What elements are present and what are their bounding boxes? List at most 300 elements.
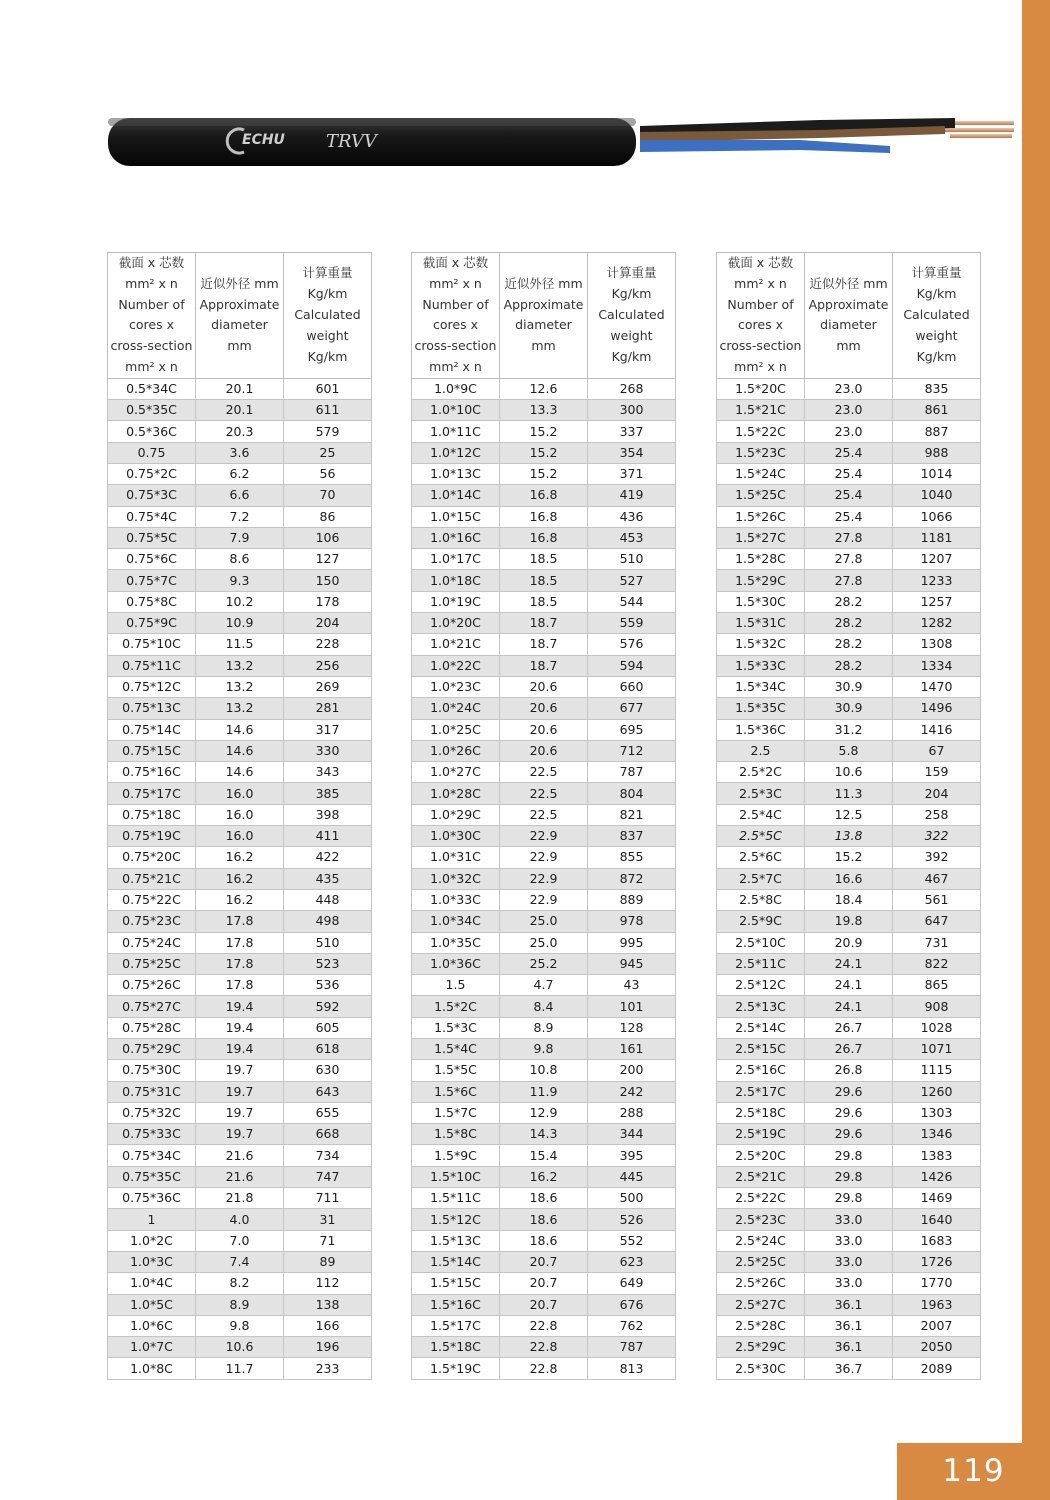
table-row [717, 1081, 981, 1102]
cell-cross-section: 1.5*5C [412, 1060, 500, 1081]
cell-weight: 1496 [893, 698, 981, 719]
cell-cross-section: 1.0*9C [412, 378, 500, 399]
table-row [108, 1273, 372, 1294]
table-row [717, 655, 981, 676]
cell-weight: 649 [588, 1273, 676, 1294]
cell-weight: 1469 [893, 1188, 981, 1209]
cell-cross-section: 1.5*35C [717, 698, 805, 719]
cell-diameter: 16.0 [196, 783, 284, 804]
table-row [108, 1294, 372, 1315]
cell-weight: 995 [588, 932, 676, 953]
cell-cross-section: 0.75*26C [108, 975, 196, 996]
table-row [108, 442, 372, 463]
header-line: cores x [738, 317, 783, 333]
table-row [717, 421, 981, 442]
cell-weight: 1346 [893, 1124, 981, 1145]
cell-weight: 178 [284, 591, 372, 612]
table-row [412, 378, 676, 399]
cell-cross-section: 1.5*21C [717, 400, 805, 421]
cell-diameter: 20.6 [500, 740, 588, 761]
cell-weight: 1071 [893, 1038, 981, 1059]
header-line: 计算重量 [911, 265, 962, 281]
cell-cross-section: 2.5*14C [717, 1017, 805, 1038]
cell-diameter: 16.8 [500, 527, 588, 548]
cell-diameter: 9.8 [500, 1038, 588, 1059]
cell-cross-section: 2.5*18C [717, 1102, 805, 1123]
cell-diameter: 15.2 [500, 421, 588, 442]
cell-cross-section: 1.0*27C [412, 762, 500, 783]
table-row [717, 570, 981, 591]
cell-weight: 676 [588, 1294, 676, 1315]
table-row [108, 953, 372, 974]
cell-weight: 835 [893, 378, 981, 399]
cell-diameter: 20.6 [500, 698, 588, 719]
cell-cross-section: 1.0*26C [412, 740, 500, 761]
cell-weight: 523 [284, 953, 372, 974]
table-row [108, 996, 372, 1017]
cell-weight: 67 [893, 740, 981, 761]
table-row [108, 570, 372, 591]
cell-weight: 677 [588, 698, 676, 719]
table-row [412, 1337, 676, 1358]
table-row [412, 1145, 676, 1166]
table-row [108, 1166, 372, 1187]
cell-diameter: 18.5 [500, 591, 588, 612]
cell-weight: 861 [893, 400, 981, 421]
cell-weight: 1416 [893, 719, 981, 740]
cell-cross-section: 0.75*6C [108, 549, 196, 570]
table-row [108, 911, 372, 932]
cell-diameter: 22.9 [500, 889, 588, 910]
cell-diameter: 13.2 [196, 698, 284, 719]
cell-weight: 344 [588, 1124, 676, 1145]
cell-weight: 2050 [893, 1337, 981, 1358]
cell-diameter: 20.1 [196, 400, 284, 421]
cell-weight: 70 [284, 485, 372, 506]
table-row [412, 996, 676, 1017]
cell-cross-section: 1.5*15C [412, 1273, 500, 1294]
cell-weight: 86 [284, 506, 372, 527]
cell-diameter: 28.2 [805, 634, 893, 655]
cell-cross-section: 2.5*20C [717, 1145, 805, 1166]
cell-diameter: 26.7 [805, 1017, 893, 1038]
header-line: Calculated [903, 306, 970, 322]
cell-weight: 256 [284, 655, 372, 676]
cell-diameter: 33.0 [805, 1209, 893, 1230]
table-row [412, 762, 676, 783]
cell-cross-section: 1.5 [412, 975, 500, 996]
cell-diameter: 16.8 [500, 485, 588, 506]
cell-cross-section: 2.5*24C [717, 1230, 805, 1251]
cell-diameter: 18.7 [500, 613, 588, 634]
cell-diameter: 8.2 [196, 1273, 284, 1294]
table-row [108, 1315, 372, 1336]
cell-weight: 1426 [893, 1166, 981, 1187]
cell-cross-section: 1.0*29C [412, 804, 500, 825]
cell-weight: 385 [284, 783, 372, 804]
table-row [412, 911, 676, 932]
cell-cross-section: 0.75*17C [108, 783, 196, 804]
cell-diameter: 27.8 [805, 570, 893, 591]
cell-cross-section: 2.5*10C [717, 932, 805, 953]
table-row [717, 591, 981, 612]
cell-diameter: 11.7 [196, 1358, 284, 1379]
cell-weight: 561 [893, 889, 981, 910]
header-line: mm² x n [429, 358, 482, 374]
cell-weight: 1115 [893, 1060, 981, 1081]
table-row [412, 613, 676, 634]
cell-cross-section: 1.0*7C [108, 1337, 196, 1358]
cell-diameter: 10.8 [500, 1060, 588, 1081]
table-row [412, 826, 676, 847]
cell-cross-section: 1.5*2C [412, 996, 500, 1017]
cell-weight: 31 [284, 1209, 372, 1230]
cell-diameter: 16.8 [500, 506, 588, 527]
cell-diameter: 14.6 [196, 719, 284, 740]
header-line: weight [610, 327, 653, 343]
table-row [717, 1337, 981, 1358]
cell-diameter: 33.0 [805, 1251, 893, 1272]
header-line: Kg/km [611, 348, 652, 364]
cell-diameter: 22.9 [500, 826, 588, 847]
header-line: diameter [820, 317, 877, 333]
cell-diameter: 17.8 [196, 975, 284, 996]
cell-diameter: 30.9 [805, 698, 893, 719]
spec-table-2 [411, 252, 676, 1380]
cell-cross-section: 0.75 [108, 442, 196, 463]
cell-diameter: 7.4 [196, 1251, 284, 1272]
cell-weight: 445 [588, 1166, 676, 1187]
cell-diameter: 36.1 [805, 1337, 893, 1358]
table-row [717, 740, 981, 761]
cell-cross-section: 1.5*7C [412, 1102, 500, 1123]
table-row [108, 932, 372, 953]
table-row [412, 1315, 676, 1336]
cell-diameter: 25.4 [805, 506, 893, 527]
cell-cross-section: 1.0*11C [412, 421, 500, 442]
cell-cross-section: 1.0*18C [412, 570, 500, 591]
cell-diameter: 25.4 [805, 442, 893, 463]
table-row [412, 1251, 676, 1272]
header-line: 计算重量 [302, 265, 353, 281]
cell-cross-section: 0.75*23C [108, 911, 196, 932]
cell-cross-section: 1.0*8C [108, 1358, 196, 1379]
cell-weight: 813 [588, 1358, 676, 1379]
cell-cross-section: 0.75*29C [108, 1038, 196, 1059]
cell-weight: 106 [284, 527, 372, 548]
header-line: Kg/km [307, 348, 348, 364]
cell-diameter: 22.9 [500, 847, 588, 868]
cell-cross-section: 2.5*22C [717, 1188, 805, 1209]
cell-diameter: 18.7 [500, 634, 588, 655]
cell-cross-section: 2.5*23C [717, 1209, 805, 1230]
cell-weight: 576 [588, 634, 676, 655]
table-row [717, 932, 981, 953]
cell-weight: 138 [284, 1294, 372, 1315]
cell-diameter: 5.8 [805, 740, 893, 761]
cell-weight: 228 [284, 634, 372, 655]
cell-diameter: 27.8 [805, 549, 893, 570]
cell-weight: 128 [588, 1017, 676, 1038]
cell-cross-section: 1.5*13C [412, 1230, 500, 1251]
cell-cross-section: 1.5*23C [717, 442, 805, 463]
table-row [108, 676, 372, 697]
table-row [717, 804, 981, 825]
cell-diameter: 21.6 [196, 1145, 284, 1166]
cell-cross-section: 2.5*26C [717, 1273, 805, 1294]
cell-weight: 56 [284, 463, 372, 484]
cell-weight: 498 [284, 911, 372, 932]
cell-weight: 436 [588, 506, 676, 527]
header-line: 近似外径 mm [200, 275, 279, 291]
cell-cross-section: 1.5*12C [412, 1209, 500, 1230]
cell-cross-section: 0.75*14C [108, 719, 196, 740]
cell-cross-section: 2.5*3C [717, 783, 805, 804]
table-row [108, 740, 372, 761]
header-line: diameter [515, 317, 572, 333]
cell-weight: 25 [284, 442, 372, 463]
cell-cross-section: 1.0*10C [412, 400, 500, 421]
cell-weight: 647 [893, 911, 981, 932]
table-row [412, 1017, 676, 1038]
cell-diameter: 18.7 [500, 655, 588, 676]
cell-weight: 43 [588, 975, 676, 996]
cell-weight: 592 [284, 996, 372, 1017]
table-row [412, 698, 676, 719]
cell-cross-section: 1.0*30C [412, 826, 500, 847]
table-row [412, 1209, 676, 1230]
cell-diameter: 19.7 [196, 1102, 284, 1123]
cell-diameter: 19.8 [805, 911, 893, 932]
cell-diameter: 9.3 [196, 570, 284, 591]
header-weight [284, 253, 372, 379]
cell-diameter: 13.2 [196, 655, 284, 676]
cell-diameter: 14.3 [500, 1124, 588, 1145]
cell-weight: 872 [588, 868, 676, 889]
cell-weight: 200 [588, 1060, 676, 1081]
table-row [108, 826, 372, 847]
cell-cross-section: 2.5*25C [717, 1251, 805, 1272]
cell-cross-section: 2.5*6C [717, 847, 805, 868]
cell-weight: 2007 [893, 1315, 981, 1336]
table-row [412, 1060, 676, 1081]
cell-diameter: 20.6 [500, 676, 588, 697]
header-cross-section [717, 253, 805, 379]
cell-diameter: 29.6 [805, 1081, 893, 1102]
cell-weight: 112 [284, 1273, 372, 1294]
cell-weight: 978 [588, 911, 676, 932]
table-row [108, 975, 372, 996]
table-row [108, 1230, 372, 1251]
cell-diameter: 23.0 [805, 400, 893, 421]
cell-cross-section: 0.75*34C [108, 1145, 196, 1166]
table-row [412, 549, 676, 570]
cell-weight: 660 [588, 676, 676, 697]
cell-diameter: 22.8 [500, 1315, 588, 1336]
table-row [108, 804, 372, 825]
header-line: Number of [727, 296, 794, 312]
cell-cross-section: 0.75*4C [108, 506, 196, 527]
table-row [412, 889, 676, 910]
table-row [412, 1188, 676, 1209]
cell-cross-section: 1.0*12C [412, 442, 500, 463]
cell-cross-section: 2.5*21C [717, 1166, 805, 1187]
cell-weight: 594 [588, 655, 676, 676]
cell-cross-section: 0.75*13C [108, 698, 196, 719]
table-row [108, 889, 372, 910]
table-row [108, 634, 372, 655]
cell-diameter: 4.7 [500, 975, 588, 996]
cell-diameter: 24.1 [805, 953, 893, 974]
cell-cross-section: 1.5*30C [717, 591, 805, 612]
cell-diameter: 22.5 [500, 783, 588, 804]
cell-diameter: 25.0 [500, 932, 588, 953]
cell-weight: 544 [588, 591, 676, 612]
cell-cross-section: 0.75*16C [108, 762, 196, 783]
cell-diameter: 33.0 [805, 1230, 893, 1251]
cell-cross-section: 0.75*8C [108, 591, 196, 612]
cell-diameter: 23.0 [805, 378, 893, 399]
cell-weight: 500 [588, 1188, 676, 1209]
cell-weight: 467 [893, 868, 981, 889]
cell-weight: 668 [284, 1124, 372, 1145]
table-row [108, 655, 372, 676]
cell-weight: 1014 [893, 463, 981, 484]
header-weight [588, 253, 676, 379]
cell-diameter: 12.9 [500, 1102, 588, 1123]
table-row [717, 1166, 981, 1187]
table-row [412, 1081, 676, 1102]
cell-cross-section: 1 [108, 1209, 196, 1230]
table-row [412, 932, 676, 953]
cell-weight: 300 [588, 400, 676, 421]
cell-cross-section: 1.0*33C [412, 889, 500, 910]
table-row [717, 549, 981, 570]
spec-table-1 [107, 252, 372, 1380]
cell-weight: 1770 [893, 1273, 981, 1294]
table-row [717, 1251, 981, 1272]
table-row [717, 1188, 981, 1209]
cell-weight: 711 [284, 1188, 372, 1209]
cell-diameter: 16.0 [196, 826, 284, 847]
cell-weight: 330 [284, 740, 372, 761]
table-row [717, 1273, 981, 1294]
cell-cross-section: 2.5*17C [717, 1081, 805, 1102]
cell-diameter: 31.2 [805, 719, 893, 740]
cell-diameter: 29.6 [805, 1102, 893, 1123]
cell-weight: 398 [284, 804, 372, 825]
table-row [108, 1038, 372, 1059]
header-line: 截面 x 芯数 [118, 255, 185, 270]
cell-cross-section: 1.0*14C [412, 485, 500, 506]
cell-weight: 611 [284, 400, 372, 421]
header-line: Calculated [294, 306, 361, 322]
cell-diameter: 22.5 [500, 804, 588, 825]
table-row [108, 1337, 372, 1358]
table-row [108, 378, 372, 399]
cell-cross-section: 1.0*34C [412, 911, 500, 932]
header-line: Kg/km [916, 348, 957, 364]
cell-weight: 233 [284, 1358, 372, 1379]
cell-diameter: 13.8 [805, 826, 893, 847]
header-line: cross-section [719, 338, 802, 354]
cell-cross-section: 2.5*29C [717, 1337, 805, 1358]
cell-diameter: 4.0 [196, 1209, 284, 1230]
cell-diameter: 22.5 [500, 762, 588, 783]
cell-weight: 1303 [893, 1102, 981, 1123]
cell-weight: 712 [588, 740, 676, 761]
table-row [717, 783, 981, 804]
cell-diameter: 29.8 [805, 1145, 893, 1166]
cell-diameter: 16.2 [196, 889, 284, 910]
cell-weight: 527 [588, 570, 676, 591]
table-row [717, 1230, 981, 1251]
table-row [108, 1017, 372, 1038]
cell-cross-section: 0.75*33C [108, 1124, 196, 1145]
header-line: mm² x n [734, 275, 787, 291]
cell-diameter: 15.2 [500, 442, 588, 463]
table-row [412, 975, 676, 996]
cell-diameter: 7.9 [196, 527, 284, 548]
cell-weight: 269 [284, 676, 372, 697]
cell-weight: 1257 [893, 591, 981, 612]
cell-weight: 337 [588, 421, 676, 442]
table-row [717, 953, 981, 974]
cell-cross-section: 0.75*19C [108, 826, 196, 847]
cell-diameter: 21.6 [196, 1166, 284, 1187]
cell-diameter: 24.1 [805, 996, 893, 1017]
header-line: Kg/km [307, 286, 348, 302]
cell-diameter: 12.6 [500, 378, 588, 399]
cell-diameter: 20.7 [500, 1273, 588, 1294]
table-row [412, 485, 676, 506]
cell-diameter: 10.2 [196, 591, 284, 612]
cell-cross-section: 2.5*4C [717, 804, 805, 825]
cell-weight: 887 [893, 421, 981, 442]
cell-weight: 1207 [893, 549, 981, 570]
table-row [108, 762, 372, 783]
table-row [717, 1124, 981, 1145]
cell-weight: 908 [893, 996, 981, 1017]
table-row [412, 655, 676, 676]
cell-weight: 559 [588, 613, 676, 634]
cell-weight: 618 [284, 1038, 372, 1059]
table-row [412, 1294, 676, 1315]
cell-cross-section: 0.75*21C [108, 868, 196, 889]
cell-diameter: 17.8 [196, 932, 284, 953]
table-row [412, 442, 676, 463]
cell-diameter: 8.9 [196, 1294, 284, 1315]
cell-diameter: 18.6 [500, 1230, 588, 1251]
cell-diameter: 18.6 [500, 1209, 588, 1230]
table-row [412, 400, 676, 421]
cell-diameter: 24.1 [805, 975, 893, 996]
cell-diameter: 36.1 [805, 1315, 893, 1336]
cell-cross-section: 0.75*9C [108, 613, 196, 634]
cell-cross-section: 2.5*28C [717, 1315, 805, 1336]
cell-weight: 1683 [893, 1230, 981, 1251]
header-line: mm² x n [125, 358, 178, 374]
cell-cross-section: 1.0*24C [412, 698, 500, 719]
header-line: Kg/km [916, 286, 957, 302]
cell-diameter: 10.6 [196, 1337, 284, 1358]
table-row [108, 613, 372, 634]
table-row [108, 698, 372, 719]
cell-diameter: 13.2 [196, 676, 284, 697]
cell-diameter: 19.7 [196, 1124, 284, 1145]
cell-diameter: 22.8 [500, 1358, 588, 1379]
header-diameter [196, 253, 284, 379]
